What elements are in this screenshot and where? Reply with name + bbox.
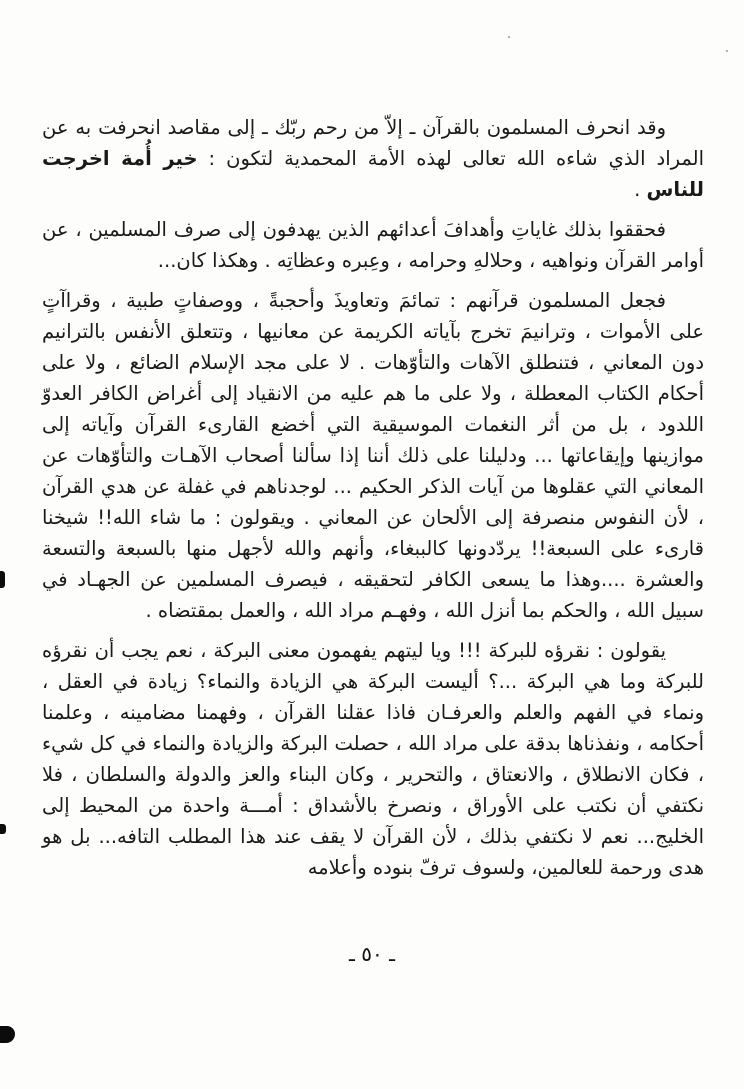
paragraph: يقولون : نقرؤه للبركة !!! ويا ليتهم يفهمون معنى البركة ، نعم يجب أن نقرؤه للبركة وما هي البركة ...؟ أليست البركة هي الزيادة والنماء؟ زيادة في العقل ، ونماء في الفهم والعلم والعرفـان فاذا عقلنا القرآن ، وفهمنا مضامينه ، وعلمنا أحكامه ، ونفذناها بدقة على مراد الله ، حصلت البركة والزيادة والنماء في كل شيء ، فكان الانطلاق ، والانعتاق ، والتحرير ، وكان البناء والعز والدولة والسلطان ، فلا نكتفي أن نكتب على الأوراق ، ونصرخ بالأشداق : أمـــة واحدة من المحيط إلى الخليج... نعم لا نكتفي بذلك ، لأن القرآن لا يقف عند هذا المطلب التافه... بل هو هدى ورحمة للعالمين، ولسوف ترفّ بنوده وأعلامه — [42, 639, 704, 879]
scan-mark — [0, 1026, 15, 1043]
scan-mark — [0, 571, 5, 588]
scan-speck — [508, 36, 510, 38]
page-number: ـ ٥٠ ـ — [349, 942, 395, 966]
scan-mark — [0, 824, 6, 834]
paragraph: فجعل المسلمون قرآنهم : تمائمَ وتعاويذَ وأحجبةً ، ووصفاتٍ طبية ، وقراآتٍ على الأموات ، وترانيمَ تخرج بآياته الكريمة عن معانيها ، وتتعلق الأنفس بالترانيم دون المعاني ، فتنطلق الآهات والتأوّهات . لا على مجد الإسلام الضائع ، ولا على أحكام الكتاب المعطلة ، ولا على ما هم عليه من الانقياد إلى أغراض الكافر العدوّ اللدود ، بل من أثر النغمات الموسيقية التي أخضع القارىء القرآن وآياته إلى موازينها وإيقاعاتها ... ودليلنا على ذلك أننا إذا سألنا أصحاب الآهـات والتأوّهات عن المعاني التي عقلوها من آيات الذكر الحكيم ... لوجدناهم في غفلة عن هدي القرآن ، لأن النفوس منصرفة إلى الألحان عن المعاني . ويقولون : ما شاء الله!! شيخنا قارىء على السبعة!! يردّدونها كالببغاء، وأنهم والله لأجهل منها بالسبعة والتسعة والعشرة ....وهذا ما يسعى الكافر لتحقيقه ، فيصرف المسلمين عن الجهـاد في سبيل الله ، والحكم بما أنزل الله ، وفهـم مراد الله ، والعمل بمقتضاه . — [42, 289, 704, 622]
paragraph-text: وقد انحرف المسلمون بالقرآن ـ إلاّ من رحم ربّك ـ إلى مقاصد انحرفت به عن المراد الذي شاءه الله تعالى لهذه الأمة المحمدية لتكون : — [42, 116, 705, 170]
paragraph-bold-text: خير أُمة اخرجت للناس — [42, 147, 704, 201]
body-text — [42, 112, 704, 883]
paragraph: فحققوا بذلك غاياتِ وأهدافَ أعدائهم الذين يهدفون إلى صرف المسلمين ، عن أوامر القرآن ونواهيه ، وحلالهِ وحرامه ، وعِبره وعظاتِه . وهكذا كان... — [42, 218, 704, 272]
paragraph — [42, 112, 704, 205]
paragraph-text: . — [634, 178, 647, 201]
scan-speck — [726, 50, 728, 52]
